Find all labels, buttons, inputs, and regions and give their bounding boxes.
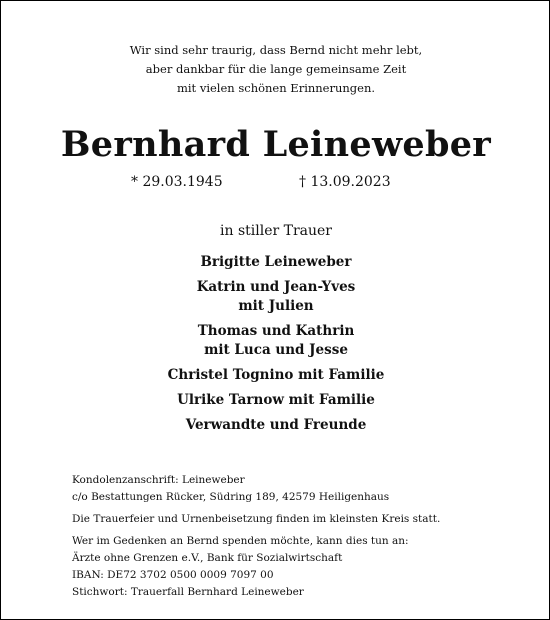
donation-line: Ärzte ohne Grenzen e.V., Bank für Sozialwirtschaft [72, 552, 343, 564]
mourner-entry [1, 278, 550, 316]
death-date: † 13.09.2023 [299, 174, 391, 190]
deceased-name: Bernhard Leineweber [60, 124, 492, 165]
mourner-line: Thomas und Kathrin [197, 323, 355, 339]
mourner-entry [1, 322, 550, 360]
mourner-entry [1, 416, 550, 435]
mourner-line: Brigitte Leineweber [200, 254, 352, 270]
condolence-address [72, 472, 532, 506]
ceremony-line: Die Trauerfeier und Urnenbeisetzung finden im kleinsten Kreis statt. [72, 513, 441, 525]
mourner-line: mit Luca und Jesse [204, 342, 348, 358]
mourner-line: Verwandte und Freunde [185, 417, 367, 433]
mourner-entry [1, 391, 550, 410]
mourning-label: in stiller Trauer [220, 223, 332, 239]
mourners-list [1, 253, 550, 441]
donation-info [72, 533, 532, 601]
intro-line: aber dankbar für die lange gemeinsame Zeit [145, 62, 407, 76]
donation-line: Stichwort: Trauerfall Bernhard Leineweber [72, 586, 304, 598]
address-line: Kondolenzanschrift: Leineweber [72, 474, 245, 486]
mourner-line: mit Julien [238, 298, 314, 314]
footer-info [72, 472, 532, 606]
donation-line: IBAN: DE72 3702 0500 0009 7097 00 [72, 569, 274, 581]
mourner-line: Katrin und Jean-Yves [196, 279, 356, 295]
donation-line: Wer im Gedenken an Bernd spenden möchte, kann dies tun an: [72, 535, 409, 547]
mourner-line: Christel Tognino mit Familie [167, 367, 385, 383]
intro-text [1, 41, 550, 98]
intro-line: mit vielen schönen Erinnerungen. [176, 81, 376, 95]
intro-line: Wir sind sehr traurig, dass Bernd nicht mehr lebt, [129, 43, 423, 57]
mourner-entry [1, 366, 550, 385]
life-dates [1, 172, 550, 192]
mourner-entry [1, 253, 550, 272]
birth-date: * 29.03.1945 [131, 174, 223, 190]
ceremony-note [72, 511, 532, 528]
mourner-line: Ulrike Tarnow mit Familie [177, 392, 375, 408]
address-line: c/o Bestattungen Rücker, Südring 189, 42579 Heiligenhaus [72, 491, 390, 503]
